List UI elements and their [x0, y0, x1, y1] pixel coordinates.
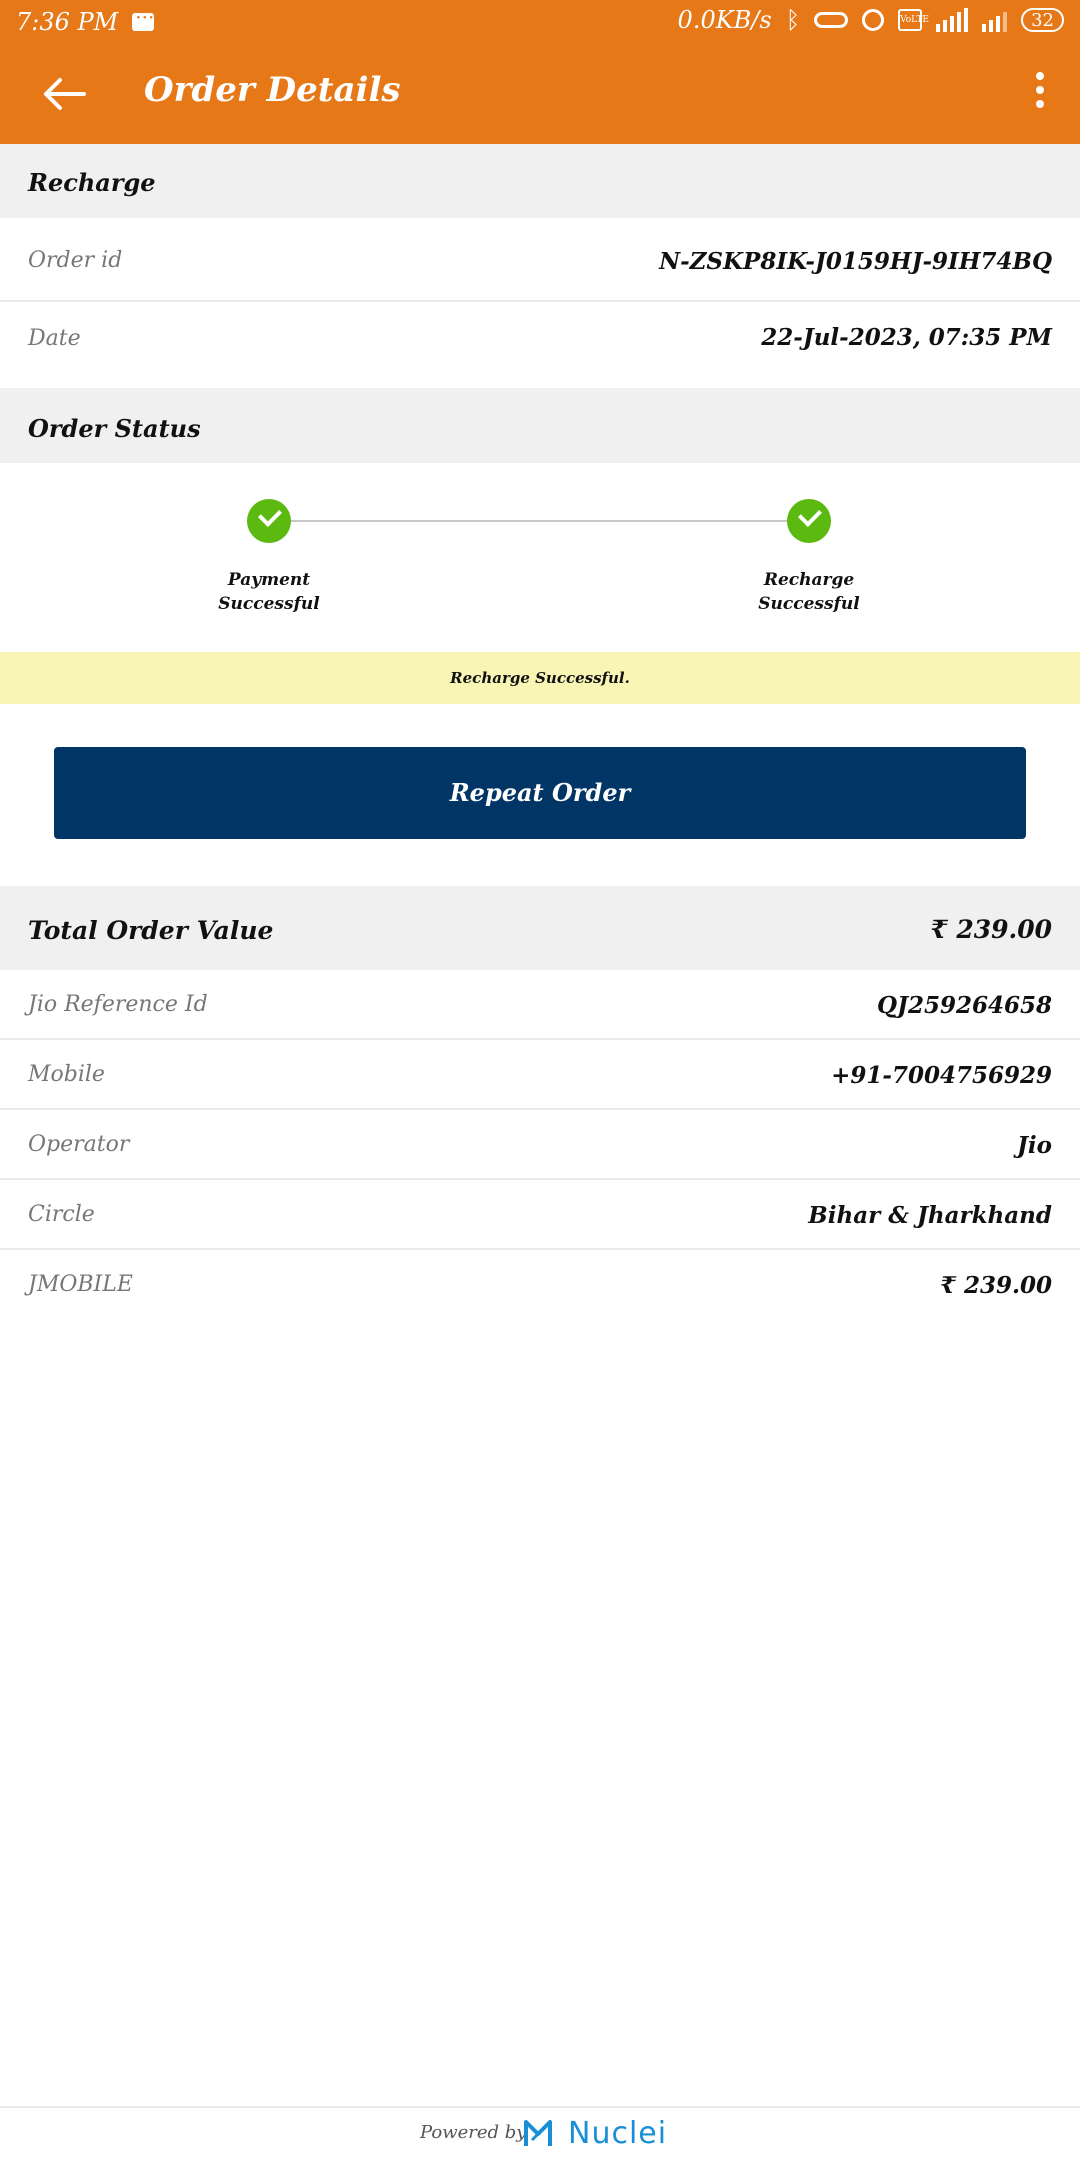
signal-icon-2: [982, 8, 1007, 32]
date-label: Date: [28, 326, 81, 351]
recharge-section-header: [0, 144, 1080, 218]
powered-by-label: Powered by: [420, 2122, 527, 2143]
order-id-label: Order id: [28, 248, 123, 273]
status-stepper: [0, 463, 1080, 653]
repeat-order-button[interactable]: Repeat Order: [54, 747, 1026, 839]
status-bar: [0, 0, 1080, 44]
payment-step-line1: Payment: [227, 570, 311, 590]
status-right: [678, 6, 1064, 34]
order-status-header-label: Order Status: [28, 414, 201, 443]
circle-value: Bihar & Jharkhand: [808, 1202, 1052, 1229]
bluetooth-icon: ᛒ: [785, 6, 801, 34]
order-status-section-header: [0, 388, 1080, 463]
reference-id-label: Jio Reference Id: [28, 992, 208, 1017]
battery-indicator: 32: [1021, 8, 1064, 32]
back-arrow-icon[interactable]: [36, 70, 92, 118]
recharge-check-icon: [787, 499, 831, 543]
total-order-value: ₹ 239.00: [930, 915, 1052, 944]
mobile-row: [0, 1040, 1080, 1110]
volte-icon: VoLTE: [898, 9, 922, 31]
status-banner: Recharge Successful.: [0, 652, 1080, 704]
total-order-label: Total Order Value: [28, 916, 274, 945]
circle-label: Circle: [28, 1202, 95, 1227]
recharge-step-line2: Successful: [758, 594, 860, 614]
operator-row: [0, 1110, 1080, 1180]
reference-id-row: [0, 970, 1080, 1040]
more-options-icon[interactable]: [1030, 72, 1050, 116]
page-title: Order Details: [144, 70, 401, 110]
date-value: 22-Jul-2023, 07:35 PM: [761, 324, 1052, 351]
plan-value: ₹ 239.00: [939, 1272, 1052, 1299]
plan-label: JMOBILE: [28, 1272, 133, 1297]
circle-row: [0, 1180, 1080, 1250]
recharge-step-label: [739, 568, 879, 616]
app-bar: [0, 44, 1080, 144]
payment-check-icon: [247, 499, 291, 543]
order-id-value: N-ZSKP8IK-J0159HJ-9IH74BQ: [659, 248, 1052, 275]
nuclei-logo-icon: [520, 2116, 556, 2152]
toggle-icon: [814, 12, 848, 28]
message-icon: [132, 13, 154, 31]
reference-id-value: QJ259264658: [877, 992, 1052, 1019]
plan-row: [0, 1250, 1080, 1320]
status-left: [16, 8, 154, 36]
alarm-icon: [862, 9, 884, 31]
stepper-line: [268, 520, 810, 522]
brand-name: Nuclei: [568, 2116, 668, 2151]
signal-icon: [936, 8, 968, 32]
date-row: [0, 302, 1080, 388]
footer: [0, 2106, 1080, 2162]
payment-step-line2: Successful: [218, 594, 320, 614]
recharge-step-line1: Recharge: [763, 570, 855, 590]
total-order-section-header: [0, 886, 1080, 970]
operator-label: Operator: [28, 1132, 130, 1157]
net-speed: 0.0KB/s: [677, 6, 772, 34]
order-id-row: [0, 218, 1080, 302]
mobile-value: +91-7004756929: [831, 1062, 1052, 1089]
recharge-header-label: Recharge: [28, 168, 156, 197]
status-time: 7:36 PM: [16, 8, 119, 36]
payment-step-label: [199, 568, 339, 616]
operator-value: Jio: [1017, 1132, 1052, 1159]
mobile-label: Mobile: [28, 1062, 105, 1087]
